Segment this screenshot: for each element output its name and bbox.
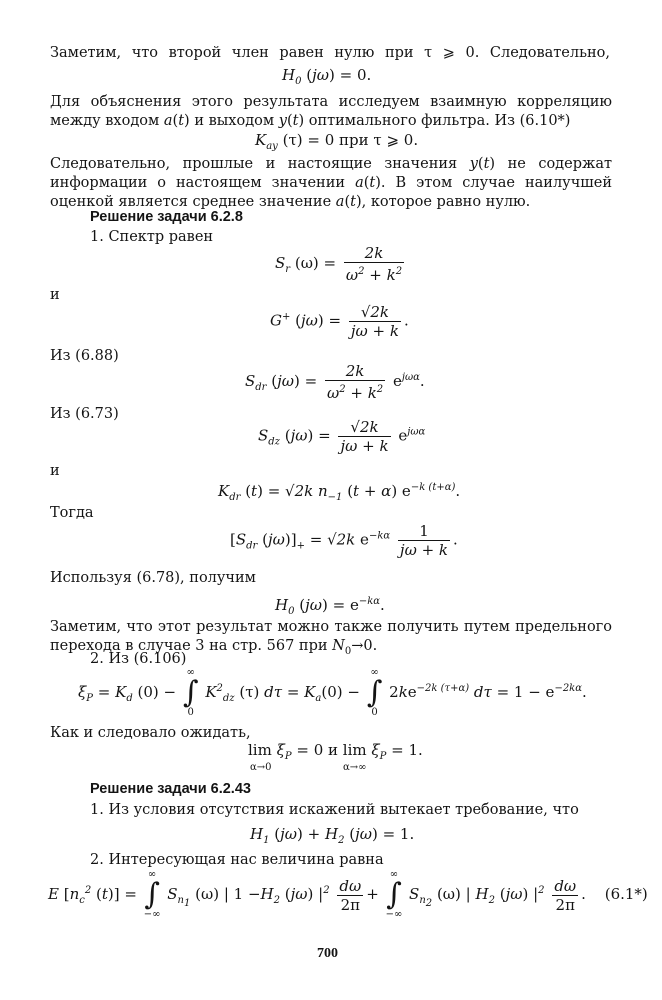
equation-causal-part: [$S_{dr}$ $(j\omega)]_+ = √2k$ $e^{-k\alpha}$ $\frac{1}{j\omega + k}$ . bbox=[230, 522, 458, 559]
equation-xi: $\xi_P = K_d$ (0) − ∞ ∫ 0 $K^2_{dz}$ (τ) $d\tau = K_a(0)$ − ∞ ∫ 0 $2ke^{-2k (\tau+\alpha)}$ $d\tau = 1 - e^{-2k\alpha}$. bbox=[78, 667, 587, 718]
equation-kdr: $K_{dr}$ (t) = √2k $n_{-1}$ (t + α) $e^{-k (t+\alpha)}$. bbox=[218, 482, 461, 503]
heading-problem-6-2-43: Решение задачи 6.2.43 bbox=[90, 781, 251, 797]
item-spectrum: 1. Спектр равен bbox=[90, 229, 214, 245]
page-number: 700 bbox=[317, 946, 338, 961]
equation-sr: $S_r$ (ω) = $\frac{2k}{\omega^2 + k^2}$ bbox=[275, 244, 403, 284]
equation-limits: $\lim \xi_P = 0$ и $\lim \xi_P = 1$. α→0 α→∞ bbox=[248, 741, 423, 773]
paragraph-and-2: и bbox=[50, 463, 60, 479]
paragraph-as-expected: Как и следовало ожидать, bbox=[50, 725, 251, 741]
equation-6-1-star: E [$n_c^2$ (t)] = ∞ ∫ −∞ $S_{n_1}$ (ω) | $1 -H_2$ (jω) $|^2$ $\frac{d\omega}{2\pi}$ + ∞ ∫ −∞ $S_{n_2}$ (ω) | $H_2$ (jω) $|^2$ $\frac{d\omega}{2\pi}$ . (6.1*) bbox=[48, 869, 648, 920]
paragraph-explanation: Для объяснения этого результата исследуем взаимную корреляцию между входом a(t) и выходом y(t) оптимального фильтра. Из (6.10*) bbox=[50, 94, 612, 129]
equation-sdr: $S_{dr}$ (jω) = $\frac{2k}{\omega^2 + k^2}$ $e^{j\omega\alpha}$. bbox=[245, 362, 425, 402]
paragraph-from-6-73: Из (6.73) bbox=[50, 406, 119, 422]
paragraph-second-term-zero: Заметим, что второй член равен нулю при τ ⩾ 0. Следовательно, bbox=[50, 45, 610, 61]
heading-problem-6-2-8: Решение задачи 6.2.8 bbox=[90, 209, 243, 225]
item-from-6-106: 2. Из (6.106) bbox=[90, 651, 187, 667]
paragraph-using-6-78: Используя (6.78), получим bbox=[50, 570, 256, 586]
equation-g-plus: G+ (jω) = $\frac{√2k}{j\omega + k}$ . bbox=[270, 303, 409, 340]
paragraph-then: Тогда bbox=[50, 505, 94, 521]
equation-kay: $K_{ay}$ (τ) = 0 при τ ⩾ 0. bbox=[255, 131, 419, 152]
equation-h1-h2: $H_1$ $(j\omega) + H_2$ (jω) = 1. bbox=[250, 825, 415, 846]
equation-h0-zero: $H_0$ (jω) = 0. bbox=[282, 66, 372, 87]
item-no-distortion: 1. Из условия отсутствия искажений вытекает требование, что bbox=[90, 802, 579, 818]
equation-h0-final: $H_0$ $(j\omega) = e^{-k\alpha}$. bbox=[275, 596, 385, 617]
paragraph-and-1: и bbox=[50, 287, 60, 303]
paragraph-from-6-88: Из (6.88) bbox=[50, 348, 119, 364]
paragraph-limit-note: Заметим, что этот результат можно также получить путем предельного перехода в случае 3 на стр. 567 при $N_0\to 0$. bbox=[50, 619, 612, 657]
equation-sdz: $S_{dz}$ (jω) = $\frac{√2k}{j\omega + k}$ $e^{j\omega\alpha}$ bbox=[258, 418, 426, 455]
item-quantity-of-interest: 2. Интересующая нас величина равна bbox=[90, 852, 384, 868]
paragraph-consequence: Следовательно, прошлые и настоящие значения y(t) не содержат информации о настоящем значении a(t). В этом случае наилучшей оценкой является среднее значение a(t), которое равно нулю. bbox=[50, 156, 613, 210]
